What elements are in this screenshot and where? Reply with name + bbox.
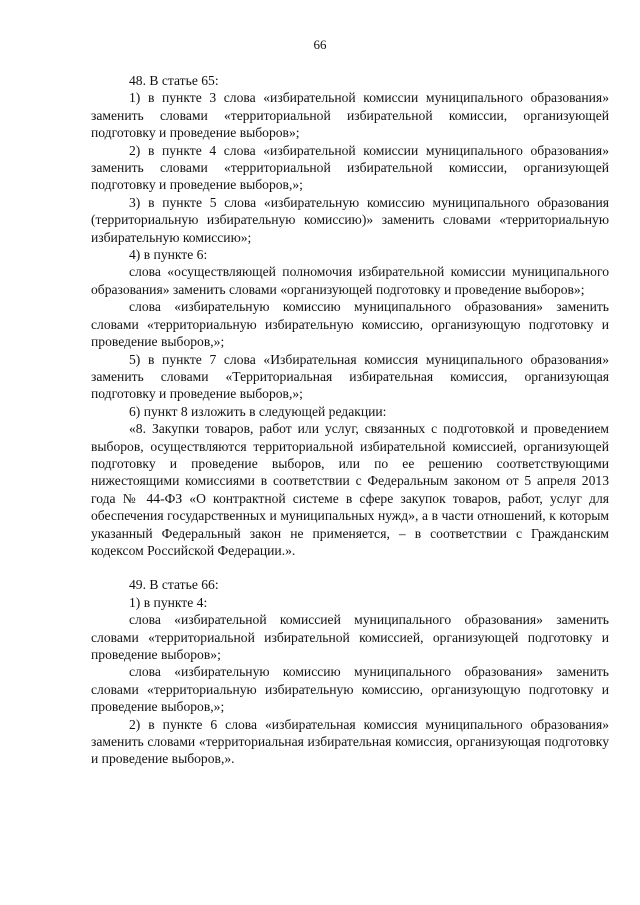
section-gap <box>91 559 609 576</box>
article-65-heading: 48. В статье 65: <box>129 73 219 88</box>
article-66-heading: 49. В статье 66: <box>129 577 219 593</box>
paragraph-item: 2) в пункте 6 слова «избирательная комиссия муниципального образования» заменить словами «территориальная избирательная комиссия, организующая подготовку и проведение выборов,». <box>91 716 609 767</box>
paragraph-item: слова «избирательную комиссию муниципального образования» заменить словами «территориальную избирательную комиссию, организующую подготовку и проведение выборов,»; <box>91 664 609 715</box>
quoted-new-wording: «8. Закупки товаров, работ или услуг, связанных с подготовкой и проведением выборов, осуществляются территориальной избирательной комиссией, организующей подготовку и проведение выборов, или по ее решению соответствующими нижестоящими комиссиями в соответствии с Федеральным законом от 5 апреля 2013 года № 44-ФЗ «О контрактной системе в сфере закупок товаров, работ, услуг для обеспечения государственных и муниципальных нужд», а в части отношений, к которым указанный Федеральный закон не применяется, – в соответствии с Гражданским кодексом Российской Федерации.». <box>91 421 609 558</box>
paragraph-item: 3) в пункте 5 слова «избирательную комиссию муниципального образования (территориальную избирательную комиссию)» заменить словами «территориальную избирательную комиссию»; <box>91 194 609 245</box>
paragraph-item: 5) в пункте 7 слова «Избирательная комиссия муниципального образования» заменить словами «Территориальная избирательная комиссия, организующая подготовку и проведение выборов,»; <box>91 351 609 402</box>
paragraph-item: 1) в пункте 4: <box>129 594 208 610</box>
paragraph-item: слова «избирательную комиссию муниципального образования» заменить словами «территориальную избирательную комиссию, организующую подготовку и проведение выборов,»; <box>91 299 609 350</box>
paragraph-item: 4) в пункте 6: <box>129 247 208 263</box>
paragraph-item: слова «избирательной комиссией муниципального образования» заменить словами «территориальной избирательной комиссией, организующей подготовку и проведение выборов»; <box>91 612 609 662</box>
paragraph-item: 1) в пункте 3 слова «избирательной комиссии муниципального образования» заменить словами «территориальной избирательной комиссии, организующей подготовку и проведение выборов»; <box>91 90 609 141</box>
paragraph-item: слова «осуществляющей полномочия избирательной комиссии муниципального образования» заменить словами «организующей подготовку и проведение выборов»; <box>91 264 609 297</box>
paragraph-item: 6) пункт 8 изложить в следующей редакции: <box>129 403 387 419</box>
paragraph-item: 2) в пункте 4 слова «избирательной комиссии муниципального образования» заменить словами «территориальной избирательной комиссии, организующей подготовку и проведение выборов,»; <box>91 142 609 193</box>
document-body <box>91 72 609 768</box>
page-number: 66 <box>313 37 327 52</box>
